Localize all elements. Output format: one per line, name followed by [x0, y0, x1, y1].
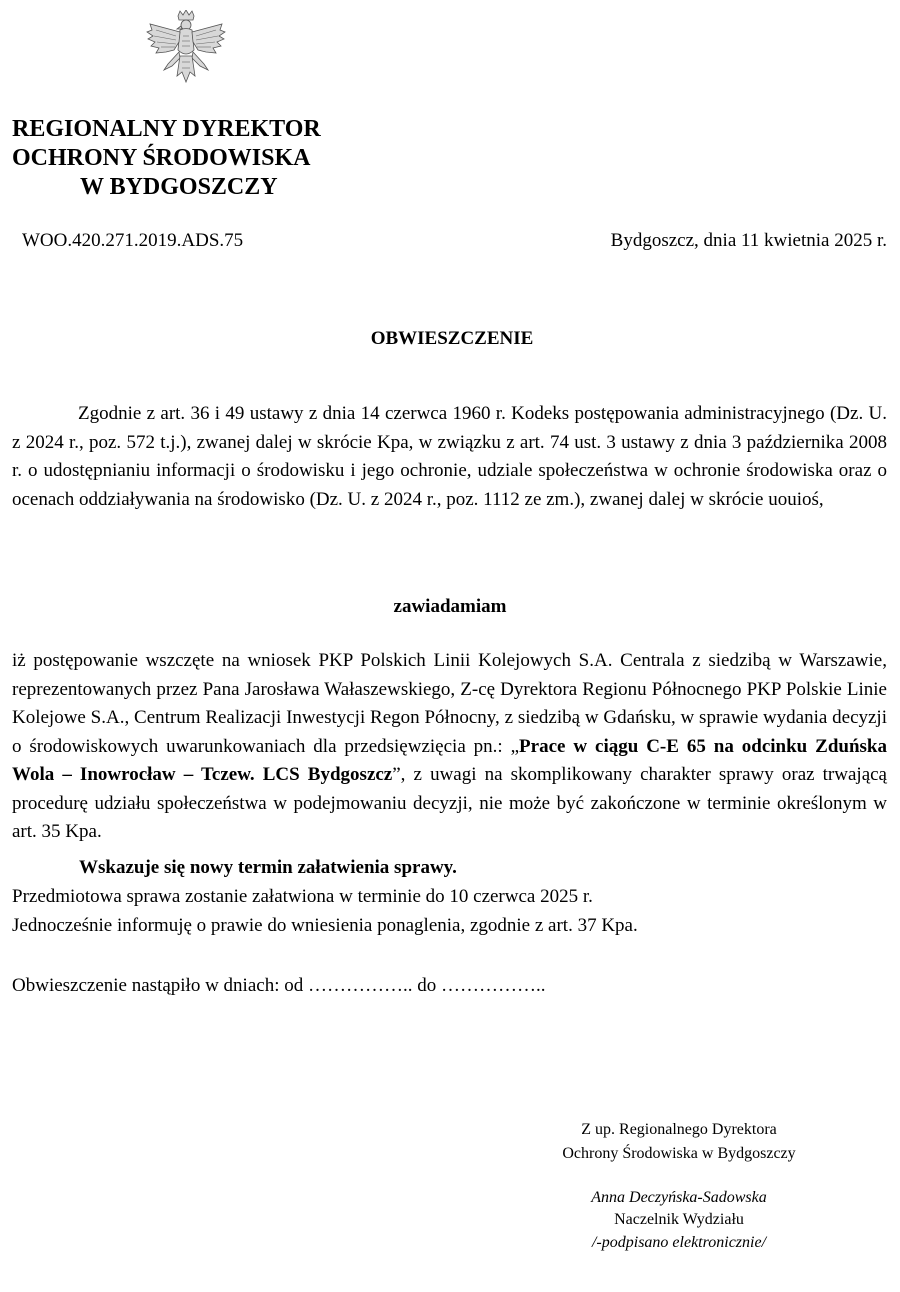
- notify-heading: zawiadamiam: [393, 596, 507, 617]
- authority-line-1: REGIONALNY DYREKTOR: [12, 116, 321, 142]
- polish-eagle-emblem-icon: [144, 10, 228, 90]
- document-title: OBWIESZCZENIE: [370, 328, 534, 349]
- project-name: Prace w ciągu C-E 65 na odcinku Zduńska Wola – Inowrocław – Tczew. LCS Bydgoszcz: [12, 735, 887, 785]
- signature-line-2: Ochrony Środowiska w Bydgoszczy: [562, 1145, 796, 1162]
- signatory-name: Anna Deczyńska-Sadowska: [591, 1189, 767, 1206]
- appeal-info-line: Jednocześnie informuję o prawie do wniesienia ponaglenia, zgodnie z art. 37 Kpa.: [12, 915, 638, 936]
- signatory-position: Naczelnik Wydziału: [614, 1211, 744, 1228]
- body-text-part-1: iż postępowanie wszczęte na wniosek PKP Polskich Linii Kolejowych S.A. Centrala z siedzibą w Warszawie, reprezentowanych przez Pana Jarosława Wałaszewskiego, Z-cę Dyrektora Regionu Północnego PKP Polskie Linie Kolejowe S.A., Centrum Realizacji Inwestycji Regon Północny, z siedzibą w Gdańsku, w sprawie wydania decyzji o środowiskowych uwarunkowaniach dla przedsięwzięcia pn.: „: [12, 650, 887, 757]
- body-text-part-2: ”, z uwagi na skomplikowany charakter sprawy oraz trwającą procedurę udziału społeczeństwa w podejmowaniu decyzji, nie może być zakończone w terminie określonym w art. 35 Kpa.: [12, 764, 887, 842]
- body-paragraph: [12, 647, 887, 847]
- document-date: Bydgoszcz, dnia 11 kwietnia 2025 r.: [610, 230, 887, 251]
- authority-line-3: W BYDGOSZCZY: [80, 174, 278, 200]
- posting-dates-line: Obwieszczenie nastąpiło w dniach: od …………….. do ……………..: [12, 975, 546, 996]
- signature-line-1: Z up. Regionalnego Dyrektora: [581, 1121, 777, 1138]
- authority-name: [12, 115, 357, 202]
- authority-line-2: OCHRONY ŚRODOWISKA: [12, 145, 311, 171]
- intro-paragraph: Zgodnie z art. 36 i 49 ustawy z dnia 14 czerwca 1960 r. Kodeks postępowania administracyjnego (Dz. U. z 2024 r., poz. 572 t.j.), zwanej dalej w skrócie Kpa, w związku z art. 74 ust. 3 ustawy z dnia 3 października 2008 r. o udostępnianiu informacji o środowisku i jego ochronie, udziale społeczeństwa w ochronie środowiska oraz o ocenach oddziaływania na środowisko (Dz. U. z 2024 r., poz. 1112 ze zm.), zwanej dalej w skrócie uouioś,: [12, 403, 887, 510]
- new-term-statement: Wskazuje się nowy termin załatwienia sprawy.: [79, 857, 457, 878]
- case-reference: WOO.420.271.2019.ADS.75: [22, 230, 244, 251]
- deadline-line: Przedmiotowa sprawa zostanie załatwiona w terminie do 10 czerwca 2025 r.: [12, 886, 593, 907]
- electronic-signature-note: /-podpisano elektronicznie/: [591, 1234, 767, 1251]
